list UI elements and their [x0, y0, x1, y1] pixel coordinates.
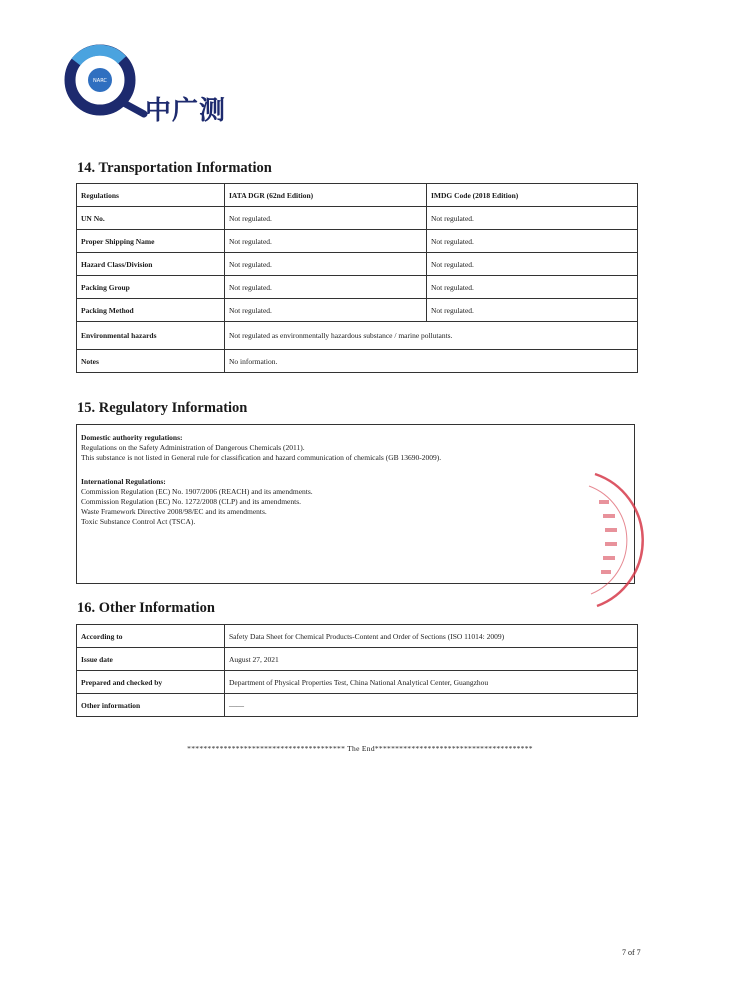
table-row	[77, 694, 638, 717]
intl-line: Toxic Substance Control Act (TSCA).	[81, 517, 196, 526]
iata-value: Not regulated.	[225, 299, 427, 322]
intl-line: Commission Regulation (EC) No. 1272/2008 (CLP) and its amendments.	[81, 497, 301, 506]
table-row	[77, 230, 638, 253]
imdg-value: Not regulated.	[427, 299, 638, 322]
domestic-line: Regulations on the Safety Administration of Dangerous Chemicals (2011).	[81, 443, 305, 452]
row-label: Prepared and checked by	[77, 671, 225, 694]
table-row	[77, 276, 638, 299]
iata-value: Not regulated.	[225, 230, 427, 253]
row-label: According to	[77, 625, 225, 648]
transport-table	[76, 183, 638, 373]
row-label: Packing Method	[77, 299, 225, 322]
intl-heading: International Regulations:	[81, 477, 166, 486]
row-label: Issue date	[77, 648, 225, 671]
row-value: ——	[225, 694, 638, 717]
row-label: Hazard Class/Division	[77, 253, 225, 276]
company-name-cn: 中广测	[145, 96, 227, 126]
row-label: Packing Group	[77, 276, 225, 299]
header-cell: Regulations	[77, 184, 225, 207]
regulatory-box	[76, 424, 635, 584]
table-row	[77, 253, 638, 276]
domestic-heading: Domestic authority regulations:	[81, 433, 183, 442]
table-row	[77, 322, 638, 350]
env-value: Not regulated as environmentally hazardous substance / marine pollutants.	[225, 322, 638, 350]
imdg-value: Not regulated.	[427, 230, 638, 253]
page-number: 7 of 7	[622, 948, 641, 957]
imdg-value: Not regulated.	[427, 276, 638, 299]
row-label: UN No.	[77, 207, 225, 230]
logo-ring-icon	[52, 40, 152, 120]
iata-value: Not regulated.	[225, 276, 427, 299]
header-cell: IMDG Code (2018 Edition)	[427, 184, 638, 207]
table-row	[77, 350, 638, 373]
seal-stamp-icon	[585, 470, 645, 610]
row-value: Safety Data Sheet for Chemical Products-Content and Order of Sections (ISO 11014: 2009)	[225, 625, 638, 648]
iata-value: Not regulated.	[225, 253, 427, 276]
domestic-line: This substance is not listed in General rule for classification and hazard communication of chemicals (GB 13690-2009).	[81, 453, 442, 462]
imdg-value: Not regulated.	[427, 253, 638, 276]
other-info-table	[76, 624, 638, 717]
iata-value: Not regulated.	[225, 207, 427, 230]
row-label: Proper Shipping Name	[77, 230, 225, 253]
end-marker: *************************************** The End***************************************	[187, 744, 533, 753]
row-label: Environmental hazards	[77, 322, 225, 350]
row-value: August 27, 2021	[225, 648, 638, 671]
notes-value: No information.	[225, 350, 638, 373]
imdg-value: Not regulated.	[427, 207, 638, 230]
section-14-title: 14. Transportation Information	[77, 160, 272, 176]
table-row	[77, 299, 638, 322]
header-cell: IATA DGR (62nd Edition)	[225, 184, 427, 207]
row-value: Department of Physical Properties Test, China National Analytical Center, Guangzhou	[225, 671, 638, 694]
section-15-title: 15. Regulatory Information	[77, 400, 248, 416]
intl-line: Commission Regulation (EC) No. 1907/2006 (REACH) and its amendments.	[81, 487, 313, 496]
table-row	[77, 671, 638, 694]
intl-line: Waste Framework Directive 2008/98/EC and its amendments.	[81, 507, 267, 516]
table-header-row	[77, 184, 638, 207]
table-row	[77, 625, 638, 648]
table-row	[77, 207, 638, 230]
row-label: Other information	[77, 694, 225, 717]
table-row	[77, 648, 638, 671]
logo-badge-text: NARC	[93, 78, 107, 84]
section-16-title: 16. Other Information	[77, 600, 215, 616]
row-label: Notes	[77, 350, 225, 373]
